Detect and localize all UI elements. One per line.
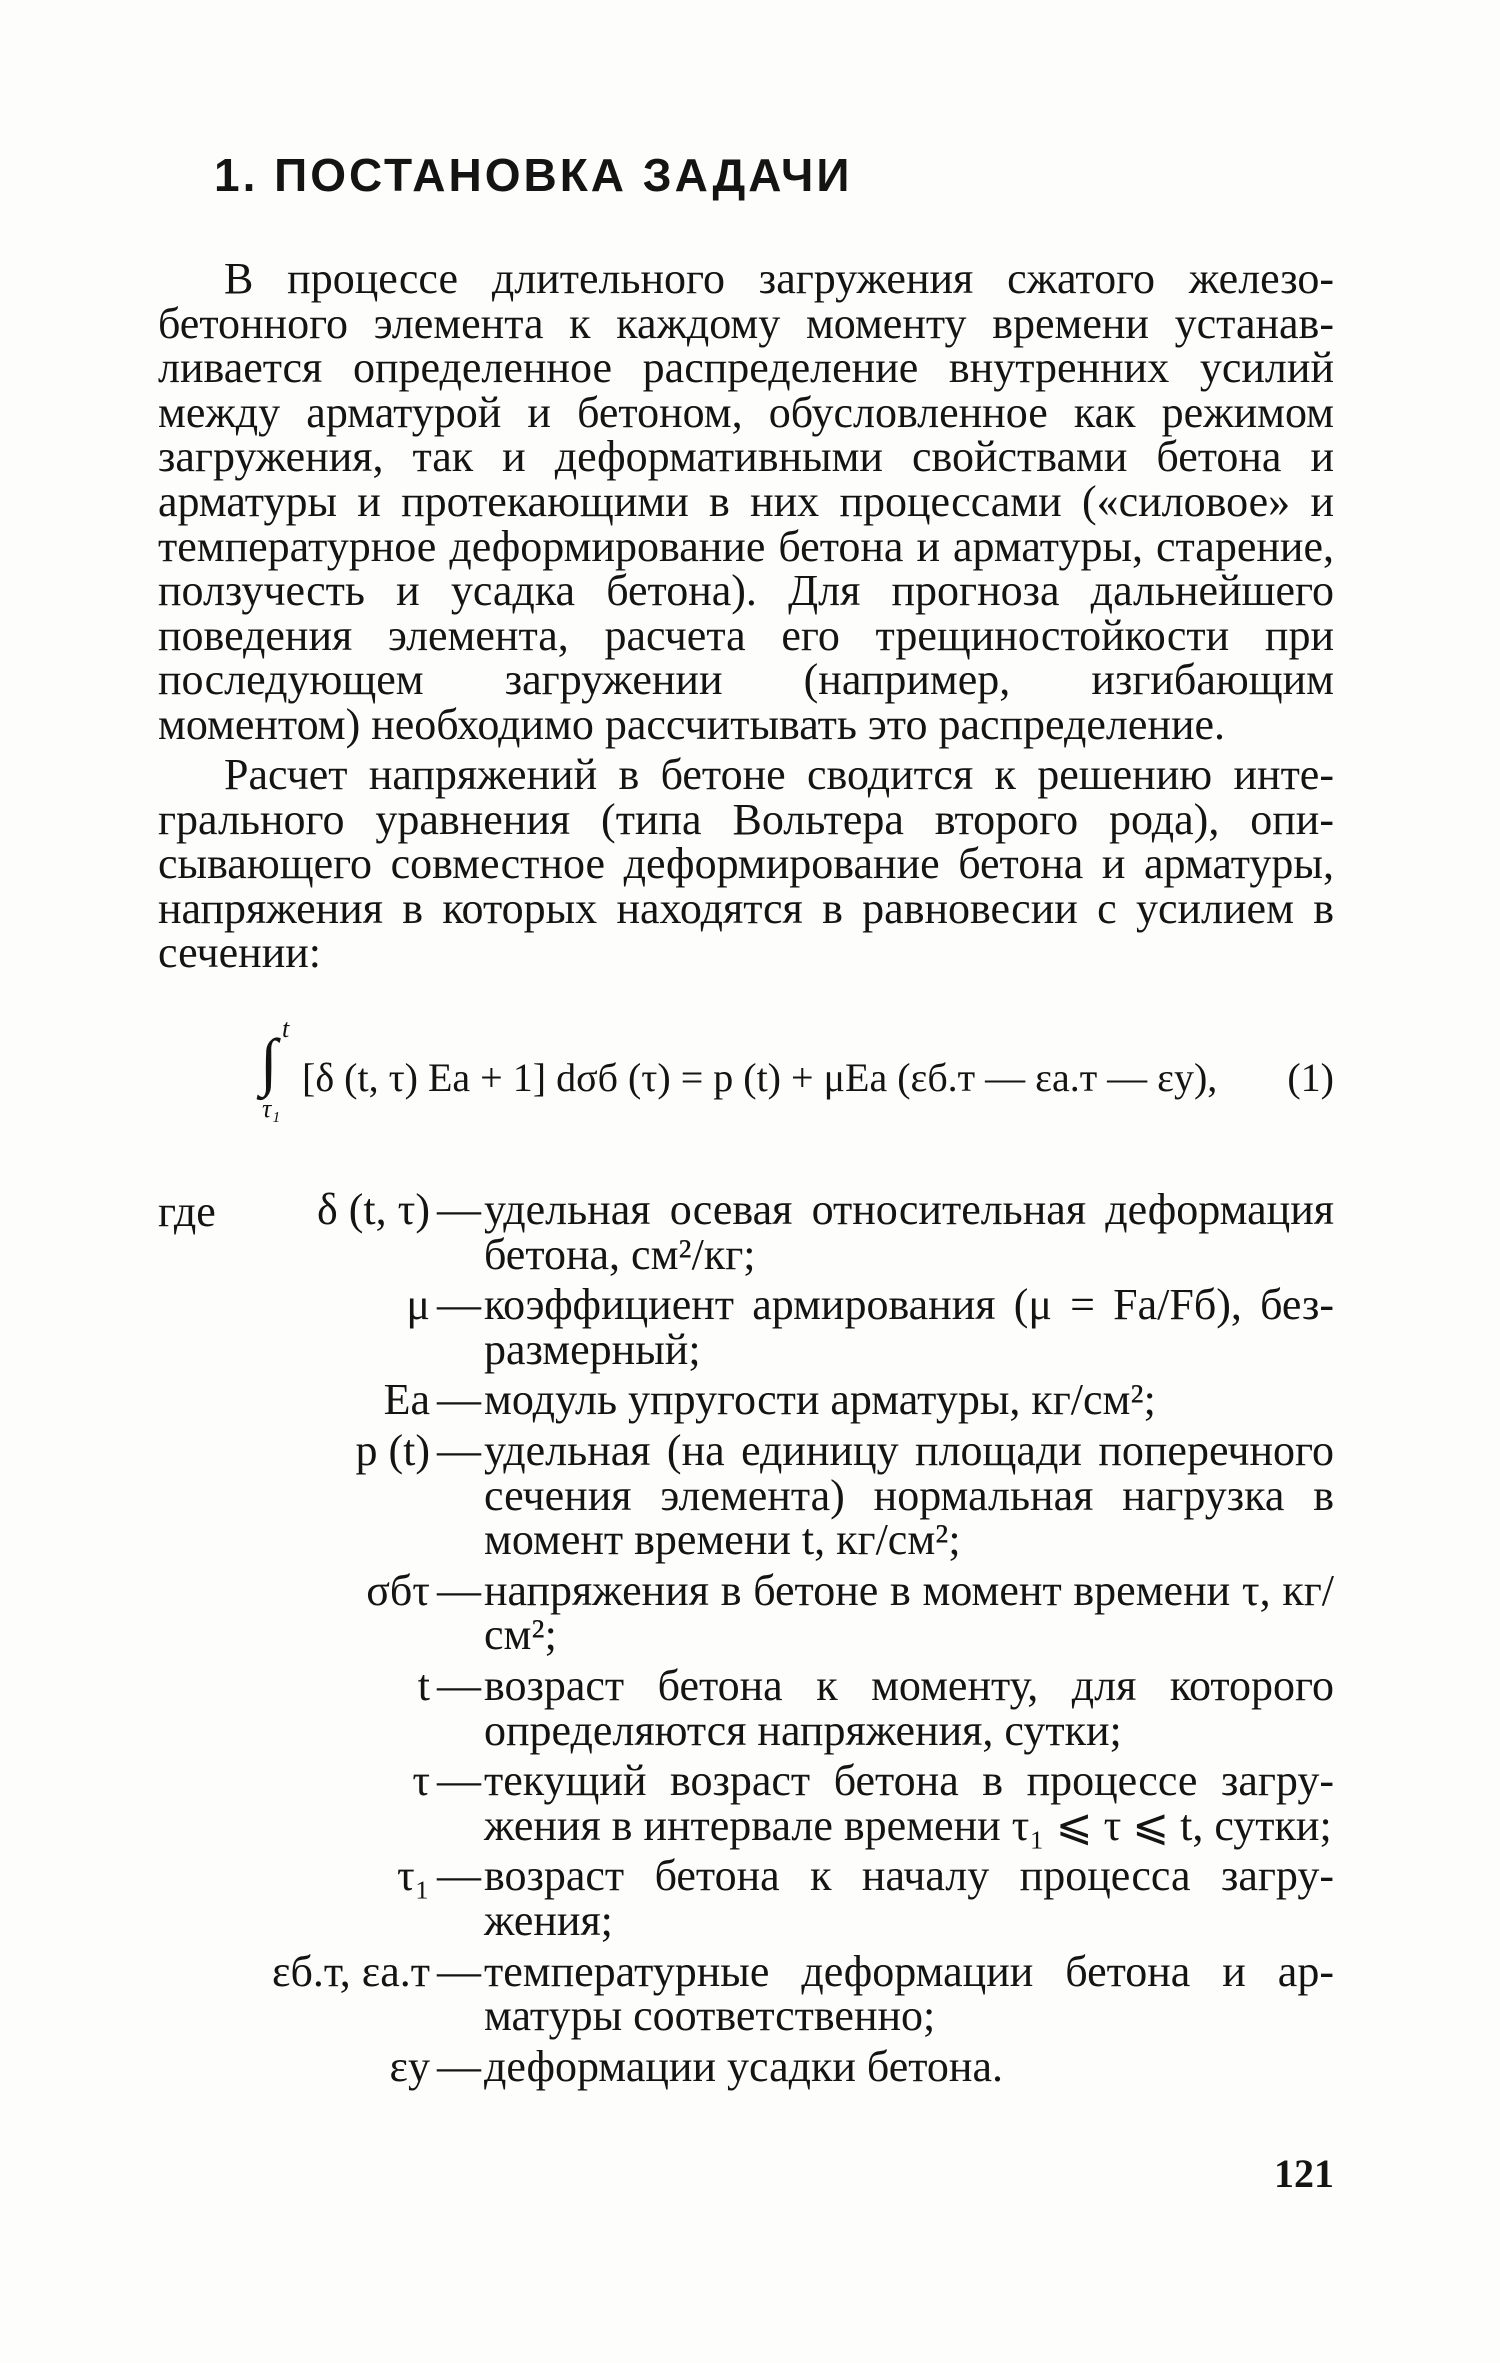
definition-term: τ — [412, 1756, 430, 1806]
equation-1 — [200, 1010, 1334, 1123]
definition-row — [158, 1425, 1334, 1565]
definitions-list — [158, 1185, 1334, 2095]
definition-term: p (t) — [355, 1425, 430, 1475]
equation-number: (1) — [1287, 1055, 1334, 1100]
definition-dash: — — [437, 1756, 481, 1806]
definition-term: μ — [406, 1280, 430, 1330]
definition-row — [158, 1851, 1334, 1945]
where-label: где — [158, 1187, 216, 1236]
definition-row — [158, 1756, 1334, 1850]
integral-upper-limit: t — [282, 1014, 290, 1043]
definition-row — [158, 2041, 1334, 2091]
definition-text: удельная (на единицу площади поперечного сечения элемента) нормальная нагрузка в момент времени t, кг/см²; — [484, 1425, 1334, 1565]
definition-text: коэффициент армирования (μ = Fа/Fб), безразмерный; — [484, 1280, 1334, 1374]
definition-row — [158, 1565, 1334, 1660]
definition-row — [158, 1280, 1334, 1374]
definition-dash: — — [437, 1851, 481, 1901]
paragraph-intro: В процессе длительного загружения сжатого железобетонного элемента к каждому моменту времени устанавливается определенное распределение внутренних усилий между арматурой и бетоном, обусловленное как режимом загружения, так и деформативными свойствами бетона и арматуры и протекающими в них процессами («силовое» и температурное деформирование бетона и арматуры, старение, ползучесть и усадка бетона). Для прогноза дальнейшего поведения элемента, расчета его трещиностойкости при последующем загружении (например, изгибающим моментом) необходимо рассчитывать это распределение. — [158, 254, 1334, 749]
definition-term: t — [417, 1660, 430, 1710]
definition-dash: — — [437, 1946, 481, 1996]
paragraph-equation-intro: Расчет напряжений в бетоне сводится к решению интегрального уравнения (типа Вольтера второго рода), описывающего совместное деформирование бетона и арматуры, напряжения в которых находятся в равновесии с усилием в сечении: — [158, 750, 1334, 978]
definition-text: напряжения в бетоне в момент времени τ, кг/см²; — [484, 1565, 1334, 1660]
integral-sign: ∫ — [260, 1026, 278, 1097]
definition-dash: — — [437, 1425, 481, 1475]
definition-dash: — — [437, 1660, 481, 1710]
integral-lower-limit: τ₁ — [262, 1094, 281, 1123]
definition-term: εб.т, εа.т — [271, 1946, 430, 1996]
section-heading: 1. ПОСТАНОВКА ЗАДАЧИ — [214, 149, 853, 201]
definition-text: модуль упругости арматуры, кг/см²; — [484, 1375, 1156, 1425]
definition-text: возраст бетона к моменту, для которого определяются напряжения, сутки; — [484, 1660, 1334, 1755]
definition-row — [158, 1375, 1334, 1425]
definition-text: удельная осевая относительная деформация бетона, см²/кг; — [484, 1185, 1334, 1279]
definition-dash: — — [437, 2041, 481, 2091]
equation-expression: [δ (t, τ) Eа + 1] dσб (τ) = p (t) + μEа (εб.т — εа.т — εу), — [302, 1055, 1218, 1100]
definition-term: Eа — [383, 1375, 430, 1425]
definition-row — [158, 1185, 1334, 1279]
definition-text: температурные деформации бетона и арматуры соответственно; — [484, 1946, 1334, 2041]
definition-dash: — — [437, 1565, 481, 1615]
definition-dash: — — [437, 1185, 481, 1234]
definition-term: εу — [389, 2041, 430, 2091]
definition-term: τ₁ — [396, 1851, 430, 1901]
definition-dash: — — [437, 1375, 481, 1425]
page-number: 121 — [1274, 2151, 1334, 2196]
definition-row — [158, 1660, 1334, 1755]
definition-text: деформации усадки бетона. — [484, 2041, 1003, 2091]
definition-dash: — — [437, 1280, 481, 1330]
definition-term: δ (t, τ) — [317, 1185, 430, 1234]
definition-text: текущий возраст бетона в процессе загружения в интервале времени τ₁ ⩽ τ ⩽ t, сутки; — [484, 1756, 1334, 1850]
definition-term: σбτ — [366, 1565, 430, 1615]
definition-row — [158, 1946, 1334, 2041]
definition-text: возраст бетона к началу процесса загружения; — [484, 1851, 1334, 1945]
